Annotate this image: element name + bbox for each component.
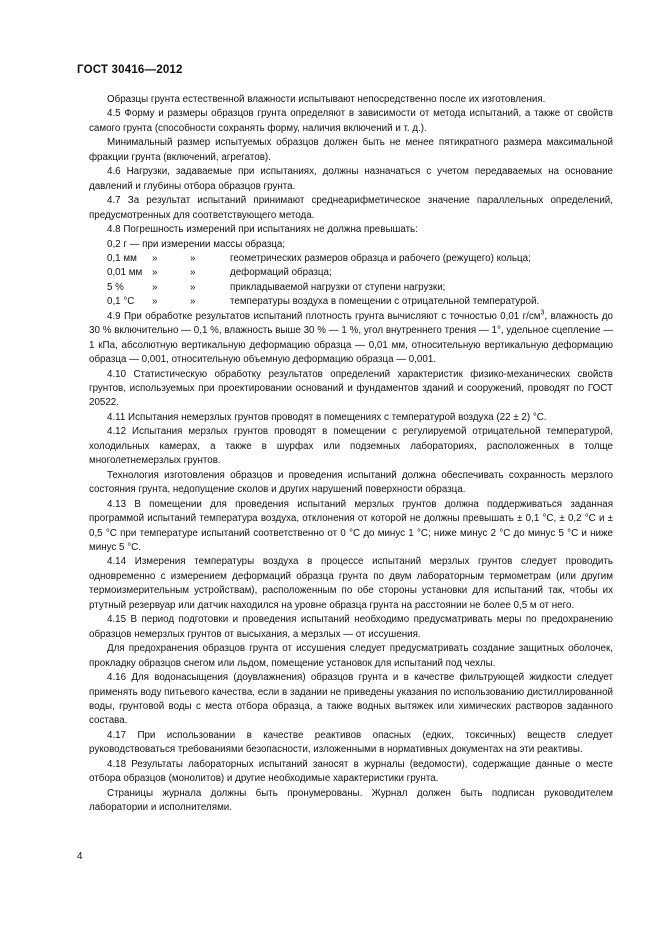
paragraph-4-7: 4.7 За результат испытаний принимают среднеарифметическое значение параллельных определений, предусмотренных для соответствующего метода. (89, 195, 613, 221)
paragraph-4-14: 4.14 Измерения температуры воздуха в процессе испытаний мерзлых грунтов следует проводить одновременно с измерением деформаций образца грунта по двум лабораторным термометрам (или другим термоизмерительным устройствам), расположенным по обе стороны установки для испытаний так, чтобы их ртутный резервуар или датчик находился на уровне образца грунта на расстоянии не более 0,5 м от него. (89, 556, 613, 611)
tolerance-text: геометрических размеров образца и рабочего (режущего) кольца; (230, 252, 531, 264)
paragraph-4-9 (89, 310, 613, 368)
tolerance-row (89, 266, 613, 280)
paragraph-4-11: 4.11 Испытания немерзлых грунтов проводят в помещениях с температурой воздуха (22 ± 2) °С. (107, 411, 547, 423)
tolerance-text: деформаций образца; (230, 267, 332, 279)
tolerance-text: прикладываемой нагрузки от ступени нагрузки; (230, 281, 446, 293)
paragraph-4-18: 4.18 Результаты лабораторных испытаний заносят в журналы (ведомости), содержащие данные о месте отбора образцов (монолитов) и другие необходимые характеристики грунта. (89, 758, 613, 785)
paragraph-4-13: 4.13 В помещении для проведения испытаний мерзлых грунтов должна поддерживаться заданная программой испытаний температура воздуха, отклонения от которой не должны превышать ± 0,1 °С, ± 0,2 °С и ± 0,5 °С при температуре испытаний соответственно от 0 °С до минус 1 °С; ниже минус 2 °С до минус 5 °С и ниже минус 5 °С. (89, 498, 613, 553)
paragraph: Образцы грунта естественной влажности испытывают непосредственно после их изготовления. (107, 94, 546, 105)
tolerance-value: 0,1 мм (107, 252, 137, 264)
ditto-mark: » (190, 281, 196, 293)
tolerance-text: температуры воздуха в помещении с отрицательной температурой. (230, 296, 540, 308)
superscript: 3 (540, 309, 545, 317)
paragraph: Страницы журнала должны быть пронумерованы. Журнал должен быть подписан руководителем лаборатории и исполнителями. (89, 787, 613, 814)
paragraph-4-16: 4.16 Для водонасыщения (доувлажнения) образцов грунта и в качестве фильтрующей жидкости следует применять воду питьевого качества, если в задании не приведены указания по использованию дистиллированной воды, грунтовой воды с места отбора образца, а также водных вытяжек или химических растворов заданного состава. (89, 672, 613, 727)
paragraph-4-17: 4.17 При использовании в качестве реактивов опасных (едких, токсичных) веществ следует руководствоваться требованиями безопасности, изложенными в нормативных документах на эти реактивы. (89, 729, 613, 756)
paragraph: Технология изготовления образцов и проведения испытаний должна обеспечивать сохранность мерзлого состояния грунта, недопущение сколов и других нарушений поверхности образца. (89, 469, 613, 496)
paragraph-4-5: 4.5 Форму и размеры образцов грунта определяют в зависимости от метода испытаний, а также от свойств самого грунта (способности сохранять форму, наличия включений и т. д.). (89, 108, 613, 134)
ditto-mark: » (190, 267, 196, 279)
ditto-mark: » (152, 296, 158, 308)
tolerance-value: 0,1 °С (107, 296, 135, 308)
tolerance-row (89, 281, 613, 295)
tolerance-mass: 0,2 г — при измерении массы образца; (107, 238, 286, 250)
document-header: ГОСТ 30416—2012 (77, 64, 183, 76)
paragraph: Минимальный размер испытуемых образцов должен быть не менее пятикратного размера максимальной фракции грунта (включений, агрегатов). (89, 137, 613, 163)
paragraph-4-9-end: , влажность до 30 % включительно — 0,1 %, влажность выше 30 % — 1 %, угол внутреннего трения — 1°, удельное сцепление — 1 кПа, абсолютную вертикальную деформацию образца — 0,01 мм, относительную вертикальную деформацию образца — 0,001, относительную объемную деформацию образца — 0,001. (89, 310, 613, 366)
paragraph-4-8: 4.8 Погрешность измерений при испытаниях не должна превышать: (107, 224, 418, 236)
page-number: 4 (77, 851, 83, 862)
paragraph-4-10: 4.10 Статистическую обработку результатов определений характеристик физико-механических свойств грунтов, используемых при проектировании оснований и фундаментов зданий и сооружений, проводят по ГОСТ 20522. (89, 368, 613, 409)
ditto-mark: » (152, 252, 158, 264)
tolerance-row (89, 295, 613, 309)
ditto-mark: » (190, 296, 196, 308)
tolerance-value: 0,01 мм (107, 267, 143, 279)
ditto-mark: » (152, 267, 158, 279)
paragraph: Для предохранения образцов грунта от иссушения следует предусматривать создание защитных оболочек, прокладку образцов снегом или льдом, помещение установок для испытаний под чехлы. (89, 643, 613, 669)
paragraph-4-15: 4.15 В период подготовки и проведения испытаний необходимо предусматривать меры по предохранению образцов немерзлых грунтов от высыхания, а мерзлых — от иссушения. (89, 614, 613, 640)
document-body (89, 93, 613, 816)
ditto-mark: » (190, 252, 196, 264)
paragraph-4-9-start: 4.9 При обработке результатов испытаний плотность грунта вычисляют с точностью 0,01 г/см (107, 310, 541, 322)
tolerance-value: 5 % (107, 281, 124, 293)
ditto-mark: » (152, 281, 158, 293)
paragraph-4-12: 4.12 Испытания мерзлых грунтов проводят в помещении с регулируемой отрицательной температурой, холодильных камерах, а также в шурфах или подземных лабораториях, расположенных в толще многолетнемерзлых грунтов. (89, 426, 613, 467)
tolerance-row (89, 252, 613, 266)
paragraph-4-6: 4.6 Нагрузки, задаваемые при испытаниях, должны назначаться с учетом передаваемых на основание давлений и глубины отбора образцов грунта. (89, 166, 613, 192)
